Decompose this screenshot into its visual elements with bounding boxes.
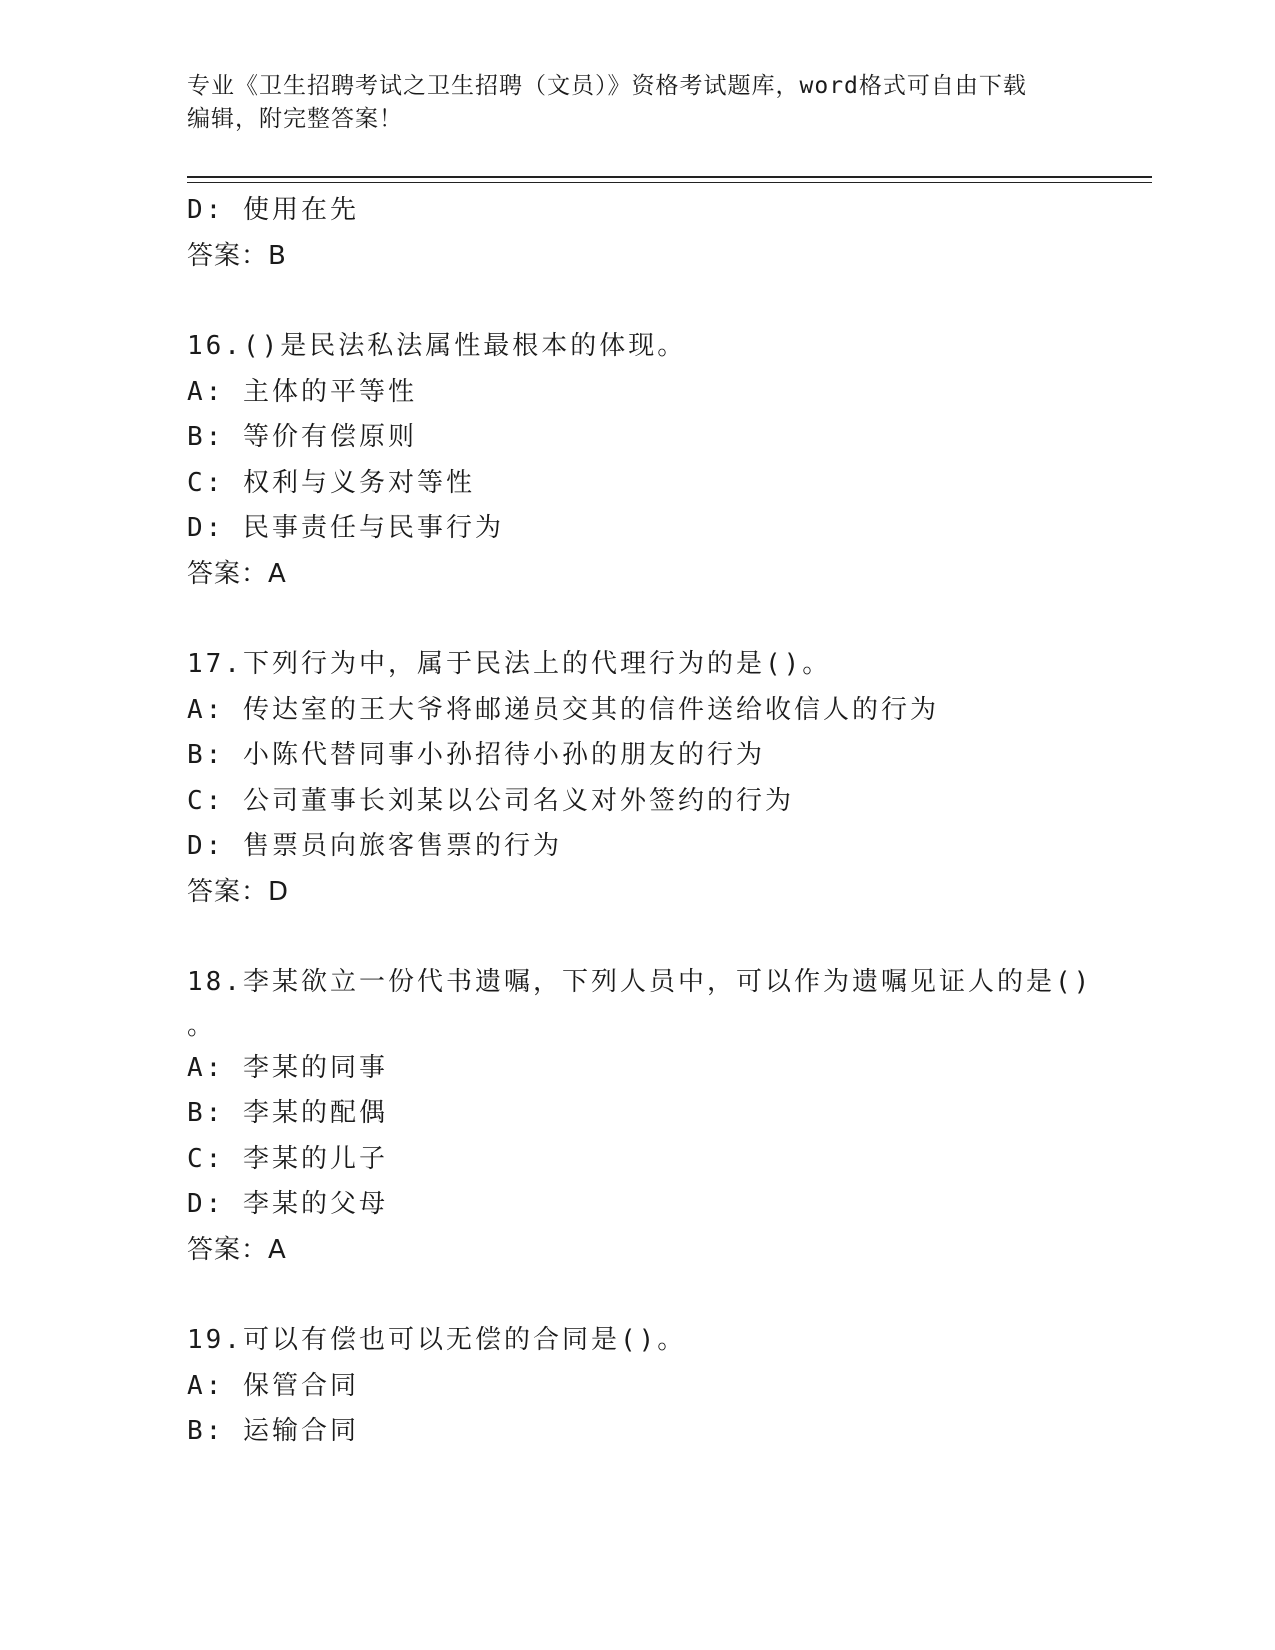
option-a: A: 主体的平等性 xyxy=(187,376,417,407)
option-c: C: 权利与义务对等性 xyxy=(187,467,475,498)
option-d: D: 李某的父母 xyxy=(187,1189,388,1219)
option-d: D: 售票员向旅客售票的行为 xyxy=(187,831,562,861)
answer: 答案：A xyxy=(187,1234,287,1265)
option-c: C: 公司董事长刘某以公司名义对外签约的行为 xyxy=(187,785,794,816)
option-b: B: 等价有偿原则 xyxy=(187,422,417,452)
header-line-1: 专业《卫生招聘考试之卫生招聘（文员）》资格考试题库，word格式可自由下载 xyxy=(187,73,1027,99)
question-stem-16: 16.()是民法私法属性最根本的体现。 xyxy=(187,331,687,361)
question-list xyxy=(187,188,1093,1455)
option-b: B: 李某的配偶 xyxy=(187,1098,388,1128)
option-a: A: 传达室的王大爷将邮递员交其的信件送给收信人的行为 xyxy=(187,694,939,725)
option-c: C: 李某的儿子 xyxy=(187,1143,388,1174)
answer: 答案：D xyxy=(187,876,290,907)
answer: 答案：B xyxy=(187,240,287,271)
header-line-2: 编辑，附完整答案！ xyxy=(187,106,403,132)
option-b: B: 运输合同 xyxy=(187,1416,359,1446)
question-stem-17: 17.下列行为中，属于民法上的代理行为的是()。 xyxy=(187,649,832,679)
option-d: D: 使用在先 xyxy=(187,195,359,225)
question-stem-18: 18.李某欲立一份代书遗嘱，下列人员中，可以作为遗嘱见证人的是() xyxy=(187,967,1093,997)
header-divider-thick xyxy=(187,176,1152,178)
question-stem-19: 19.可以有偿也可以无偿的合同是()。 xyxy=(187,1325,687,1355)
answer: 答案：A xyxy=(187,558,287,589)
document-header xyxy=(187,70,1087,136)
option-a: A: 李某的同事 xyxy=(187,1052,388,1083)
option-b: B: 小陈代替同事小孙招待小孙的朋友的行为 xyxy=(187,740,765,770)
question-stem-18-continued: 。 xyxy=(187,1010,217,1041)
header-divider-thin xyxy=(187,182,1152,183)
option-d: D: 民事责任与民事行为 xyxy=(187,513,504,543)
option-a: A: 保管合同 xyxy=(187,1370,359,1401)
